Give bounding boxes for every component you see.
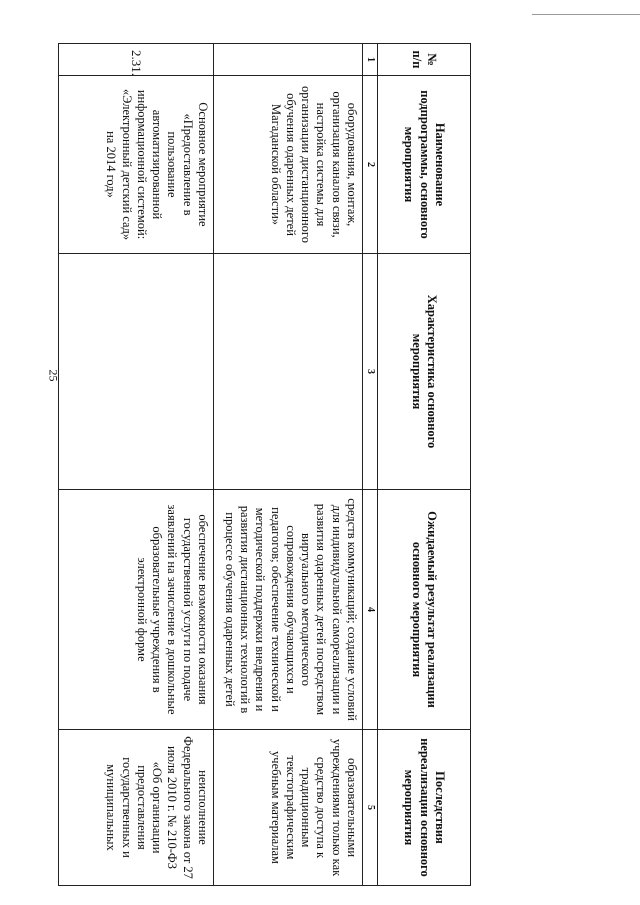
table-row — [213, 44, 362, 886]
row-result: средств коммуникаций; создание условий для индивидуальной самореализации и развития одаренных детей посредством виртуального методического сопровождения обучающихся и педагогов; обеспечение технической и методической поддержки внедрения и развития дистанционных технологий в процессе обучения одаренных детей — [213, 490, 362, 730]
row-characteristic — [58, 254, 213, 490]
row-name: Основное мероприятие «Предоставление в пользование автоматизированной информационной системой: «Электронный детский сад» на 2014 год» — [58, 76, 213, 254]
column-number: 3 — [362, 254, 377, 490]
header-name: Наименование подпрограммы, основного мероприятия — [378, 76, 471, 254]
header-result: Ожидаемый результат реализации основного мероприятия — [378, 490, 471, 730]
landscape-sheet — [65, 43, 471, 885]
header-characteristic: Характеристика основного мероприятия — [378, 254, 471, 490]
page-number: 25 — [46, 369, 61, 382]
row-characteristic — [213, 254, 362, 490]
measures-table — [58, 43, 471, 886]
row-consequence: образовательными учреждениями только как средство доступа к традиционным текстографическим учебным материалам — [213, 730, 362, 886]
column-number: 5 — [362, 730, 377, 886]
rotated-page — [65, 43, 471, 885]
column-number: 2 — [362, 76, 377, 254]
row-consequence: неисполнение Федерального закона от 27 июля 2010 г. № 210-ФЗ «Об организации предоставления государственных и муниципальных — [58, 730, 213, 886]
header-number: № п/п — [378, 44, 471, 76]
header-row — [378, 44, 471, 886]
row-number: 2.31. — [58, 44, 213, 76]
table-row — [58, 44, 213, 886]
row-name: оборудования, монтаж, организация каналов связи, настройка системы для организации дистанционного обучения одаренных детей Магаданской области» — [213, 76, 362, 254]
row-result: обеспечение возможности оказания государственной услуги по подаче заявлений на зачисление в дошкольные образовательные учреждения в электронной форме — [58, 490, 213, 730]
column-number-row — [362, 44, 377, 886]
header-consequence: Последствия нереализации основного мероприятия — [378, 730, 471, 886]
column-number: 1 — [362, 44, 377, 76]
column-number: 4 — [362, 490, 377, 730]
row-number — [213, 44, 362, 76]
scan-edge-mark — [532, 14, 640, 15]
